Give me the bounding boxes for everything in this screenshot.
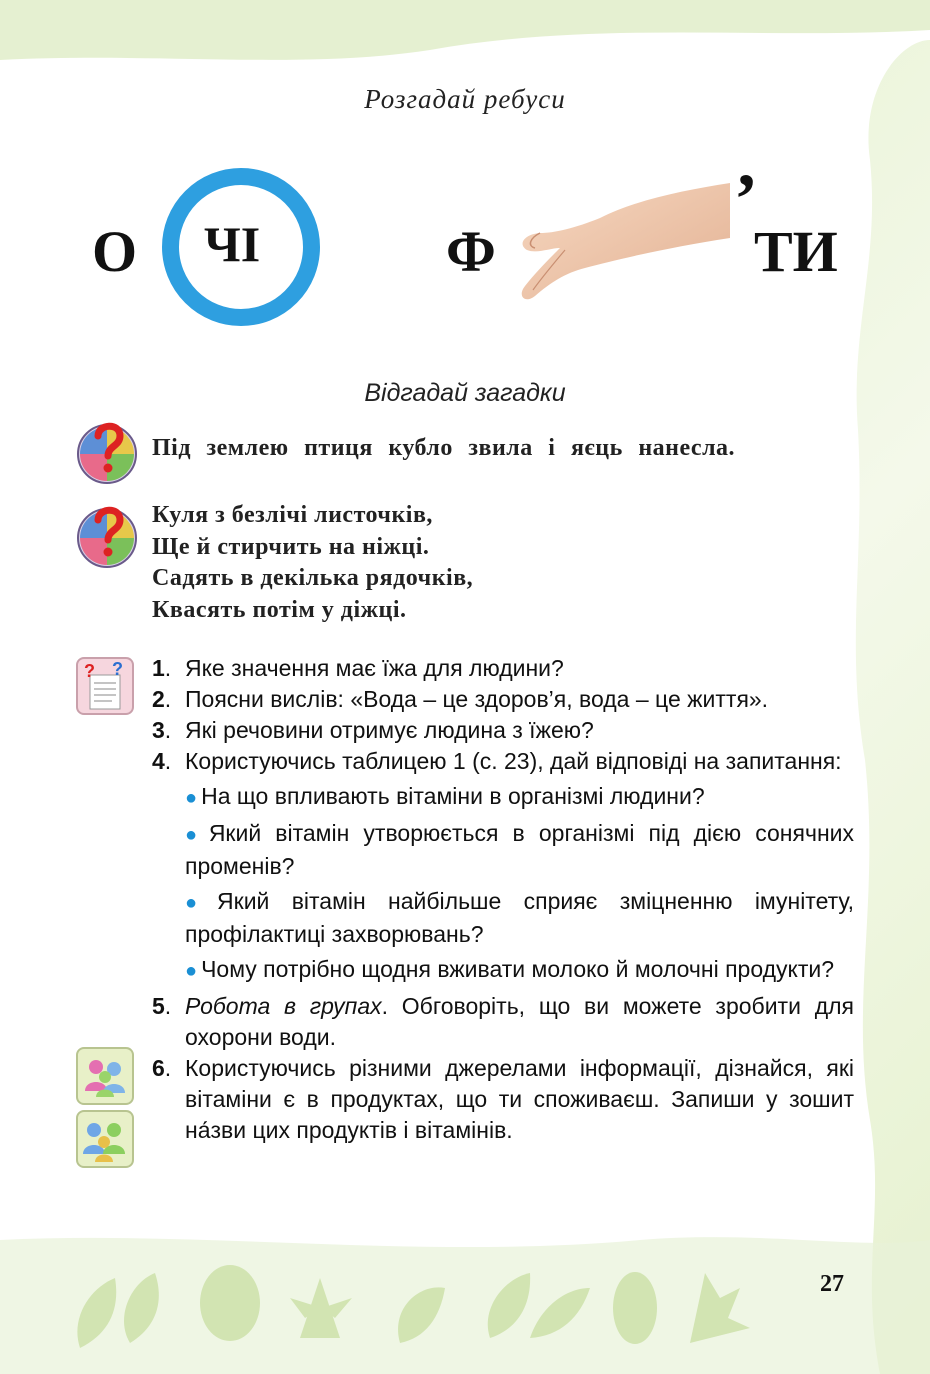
question-text: Які речовини отримує людина з їжею? — [185, 717, 594, 743]
sub-question-text: Чому потрібно щодня вживати молоко й молочні продукти? — [201, 956, 835, 982]
question-number: 1 . — [152, 653, 171, 684]
pointing-hand-icon — [505, 178, 735, 308]
question-number: 6 . — [152, 1053, 171, 1084]
svg-text:?: ? — [84, 661, 95, 681]
riddles-title: Відгадай загадки — [364, 379, 566, 407]
question-item-6 — [152, 1053, 854, 1146]
question-item-1 — [152, 653, 854, 684]
sub-question-list — [185, 781, 854, 987]
question-puzzle-icon — [76, 418, 138, 484]
question-item-4 — [152, 746, 854, 777]
question-text: Користуючись різними джерелами інформації, дізнайся, які вітаміни є в продуктах, що ти споживаєш. Запиши у зошит на́зви цих продуктів і вітамінів. — [185, 1055, 854, 1143]
svg-text:?: ? — [112, 659, 123, 679]
sub-question — [185, 818, 854, 882]
question-sheet-icon — [76, 657, 134, 715]
rebus-ring-text: ЧІ — [204, 216, 261, 272]
riddle-1-text: Під землею птиця кубло звила і яєць нанесла. — [152, 435, 736, 461]
sub-question-text: На що впливають вітаміни в організмі людини? — [201, 783, 705, 809]
question-number: 3 . — [152, 715, 171, 746]
question-puzzle-icon — [76, 502, 138, 568]
rebus-letter-o: О — [92, 219, 138, 284]
riddle-2-line: Садять в декілька рядочків, — [152, 565, 474, 591]
question-item-5 — [152, 991, 854, 1053]
sub-question-text: Який вітамін найбільше сприяє зміцненню імунітету, профілактиці захворювань? — [185, 888, 854, 947]
question-number: 4 . — [152, 746, 171, 777]
bullet-icon: ● — [185, 787, 198, 809]
question-number: 2 . — [152, 684, 171, 715]
sub-question-text: Який вітамін утворюється в організмі під дією сонячних променів? — [185, 820, 854, 879]
bullet-icon: ● — [185, 892, 214, 914]
group-people-icon — [76, 1047, 134, 1105]
question-text — [185, 991, 854, 1053]
question-text: Поясни вислів: «Вода – це здоров’я, вода – це життя». — [185, 686, 769, 712]
question-item-3 — [152, 715, 854, 746]
questions-list — [152, 653, 854, 1146]
sub-question — [185, 954, 854, 987]
bullet-icon: ● — [185, 824, 205, 846]
sub-question — [185, 886, 854, 950]
rebus-letters-ti: ТИ — [754, 219, 838, 284]
rebus-letter-f: Ф — [446, 219, 496, 284]
question-number: 5 . — [152, 991, 171, 1022]
riddle-2-line: Куля з безлічі листочків, — [152, 502, 433, 528]
bullet-icon: ● — [185, 960, 198, 982]
rebus-apostrophe: ’ — [734, 159, 758, 239]
riddle-2-text — [152, 500, 473, 626]
rebus-title: Розгадай ребуси — [364, 84, 566, 114]
riddle-2-line: Ще й стирчить на ніжці. — [152, 533, 430, 560]
question-5-rest: . Обговоріть, що ви можете зробити для охорони води. — [185, 993, 854, 1050]
question-text: Яке значення має їжа для людини? — [185, 655, 564, 681]
question-text: Користуючись таблицею 1 (с. 23), дай відповіді на запитання: — [185, 748, 842, 774]
people-research-icon — [76, 1110, 134, 1168]
group-work-label: Робота в групах — [185, 993, 382, 1019]
page-number: 27 — [820, 1271, 844, 1297]
question-item-2 — [152, 684, 854, 715]
leaf-decoration-icon — [60, 1258, 760, 1358]
riddle-2-line: Квасять потім у діжці. — [152, 596, 407, 623]
sub-question — [185, 781, 854, 814]
